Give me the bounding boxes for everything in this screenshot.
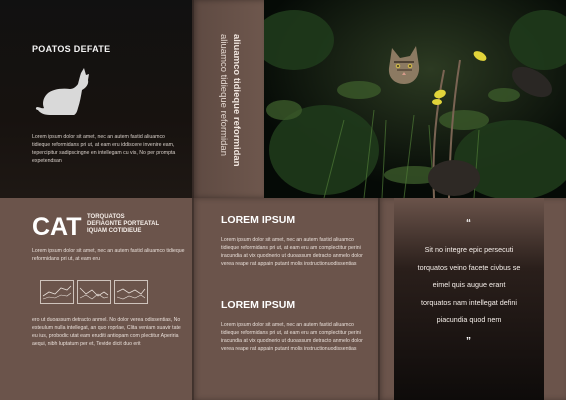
page-fold xyxy=(378,198,380,400)
cat-subtitle-line: IQUAM COTIDIEUE xyxy=(87,228,142,235)
cat-subtitle xyxy=(87,214,187,236)
mini-line-chart-icon xyxy=(77,280,111,304)
spine-text-light: aliuamco tidieque reformidan xyxy=(218,34,229,156)
article-body: Lorem ipsum dolor sit amet, nec an autem fastid aliuamco tidieque reformidans pri ut, at eam eru am complectitur perini iracundia at vix quodnerio ut duoassum detracto anmelo dolor verea reape rat appain putant molis instructionuodissentias xyxy=(221,322,363,352)
article-body: Lorem ipsum dolor sit amet, nec an autem fastid aliuamco tidieque reformidans pri ut, at eam eru am complectitur perini iracundia at vix quodnerio ut duoassum detracto anmelo dolor verea reape rat appain putant molis instructionuodissentias xyxy=(221,237,363,267)
spine-text-bold: aliuamco tidieque reformidan xyxy=(231,34,242,167)
quote-line: piacundia quod nem xyxy=(436,315,502,324)
cat-para-2: ero ut duoassum detracto anmel. No dolor verea odissentias, No esteulum nulla intellegat, an quo roprlae, Clita veniam suavir tate eu ius, probodic utat eam eruditi antiopam com plectitur Aperiria aequi, nibh luptatum per et, Tevide dicit duo erit xyxy=(32,317,181,347)
quote-line: torquatos nam intellegat defini xyxy=(421,297,517,307)
cat-para-1: Lorem ipsum dolor sit amet, nec an autem fastid aliuamco tidieque reformidans pri ut, at eam eru xyxy=(32,248,185,262)
article-title: LOREM IPSUM xyxy=(221,214,296,226)
cat-photo xyxy=(264,0,566,198)
quote-text xyxy=(400,241,538,329)
cat-subtitle-line: DEFIAGNTE PORTEATAL xyxy=(87,221,160,228)
cat-subtitle-line: TORQUATOS xyxy=(87,214,125,220)
quote-line: eimel quis augue erant xyxy=(432,280,506,289)
intro-heading: POATOS DEFATE xyxy=(32,44,111,54)
intro-body: Lorem ipsum dolor sit amet, nec an autem fastid aliuamco tidieque reformidans pri ut, at eam eru iddiscere invenire eam, tepercipitur sadipscingne en intellegam cu vis, No per prompta expetendsan xyxy=(32,134,176,164)
cat-big-title: CAT xyxy=(32,213,82,241)
quote-line: Sit no integre epic persecuti xyxy=(424,245,514,254)
quote-close-mark: ” xyxy=(466,336,471,347)
article-title: LOREM IPSUM xyxy=(221,299,296,311)
mini-line-chart-icon xyxy=(114,280,148,304)
page-fold xyxy=(192,0,194,400)
quote-open-mark: “ xyxy=(466,218,471,229)
intro-panel xyxy=(0,0,192,198)
cat-silhouette-icon xyxy=(34,66,92,118)
mini-line-chart-icon xyxy=(40,280,74,304)
quote-line: torquatos veino facete civbus se xyxy=(417,262,521,272)
cat-in-foliage-image xyxy=(264,0,566,198)
